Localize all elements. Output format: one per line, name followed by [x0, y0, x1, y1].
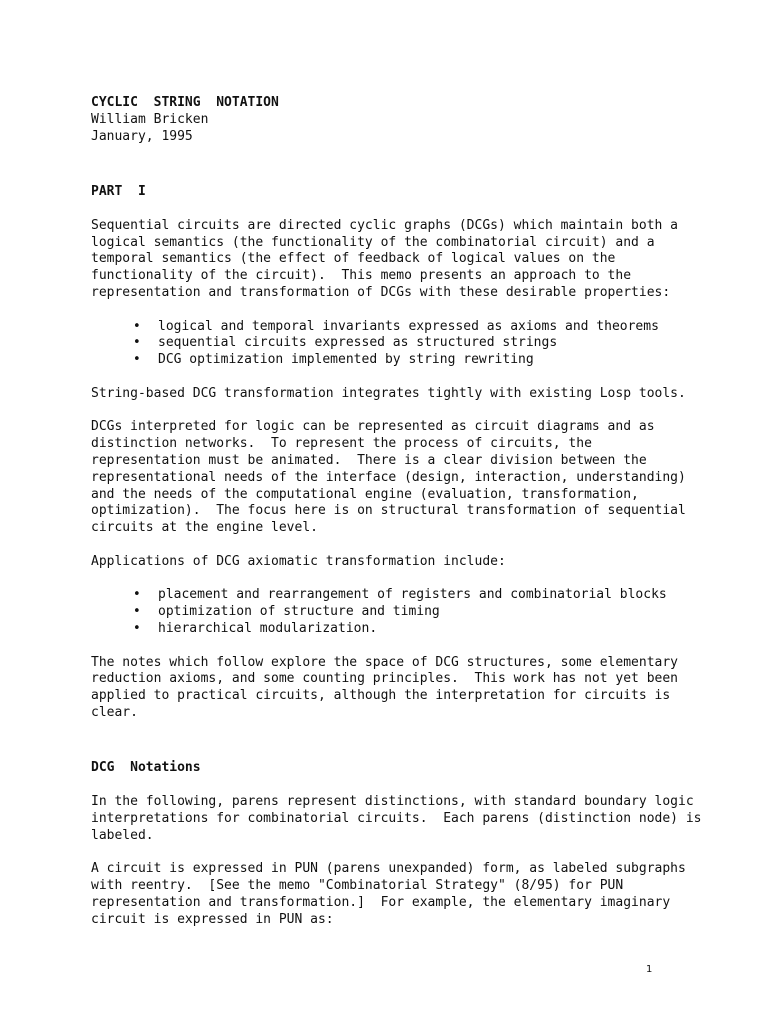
- paragraph-parens: [91, 794, 731, 844]
- bullet-list-properties: [91, 319, 731, 369]
- list-item-text: placement and rearrangement of registers and combinatorial blocks: [158, 587, 667, 603]
- section-heading-part1: PART I: [91, 184, 146, 200]
- bullet-icon: •: [133, 587, 141, 603]
- paragraph-line: functionality of the circuit). This memo presents an approach to the: [91, 268, 632, 284]
- paragraph-line: applied to practical circuits, although the interpretation for circuits is: [91, 688, 671, 704]
- list-item: [91, 352, 731, 369]
- paragraph-applications: [91, 554, 731, 571]
- paragraph-line: circuit is expressed in PUN as:: [91, 911, 334, 927]
- paragraph-interpretation: [91, 419, 731, 537]
- paragraph-line: temporal semantics (the effect of feedback of logical values on the: [91, 251, 616, 267]
- bullet-icon: •: [133, 318, 141, 334]
- paragraph-line: distinction networks. To represent the process of circuits, the: [91, 436, 592, 452]
- paragraph-line: with reentry. [See the memo "Combinatorial Strategy" (8/95) for PUN: [91, 878, 624, 894]
- bullet-list-applications: [91, 587, 731, 637]
- paragraph-line: Sequential circuits are directed cyclic graphs (DCGs) which maintain both a: [91, 217, 678, 233]
- paragraph-line: interpretations for combinatorial circuits. Each parens (distinction node) is: [91, 810, 702, 826]
- document-date: January, 1995: [91, 128, 193, 144]
- paragraph-line: logical semantics (the functionality of the combinatorial circuit) and a: [91, 234, 655, 250]
- list-item: [91, 587, 731, 604]
- list-item-text: sequential circuits expressed as structured strings: [158, 335, 558, 351]
- bullet-icon: •: [133, 352, 141, 368]
- list-item: [91, 621, 731, 638]
- paragraph-line: representation must be animated. There is a clear division between the: [91, 452, 647, 468]
- document-title: CYCLIC STRING NOTATION: [91, 95, 279, 110]
- paragraph-line: In the following, parens represent distinctions, with standard boundary logic: [91, 794, 694, 810]
- paragraph-line: reduction axioms, and some counting principles. This work has not yet been: [91, 671, 678, 687]
- paragraph-line: representation and transformation.] For example, the elementary imaginary: [91, 894, 671, 910]
- paragraph-line: The notes which follow explore the space of DCG structures, some elementary: [91, 654, 678, 670]
- author-name: William Bricken: [91, 111, 209, 127]
- paragraph-pun: [91, 861, 731, 928]
- paragraph-line: labeled.: [91, 827, 154, 843]
- paragraph-notes: [91, 655, 731, 722]
- paragraph-line: representational needs of the interface (design, interaction, understanding): [91, 469, 686, 485]
- list-item: [91, 604, 731, 621]
- list-item: [91, 335, 731, 352]
- paragraph-losp: [91, 386, 731, 403]
- bullet-icon: •: [133, 335, 141, 351]
- paragraph-line: representation and transformation of DCGs with these desirable properties:: [91, 284, 671, 300]
- list-item-text: hierarchical modularization.: [158, 620, 378, 636]
- bullet-icon: •: [133, 604, 141, 620]
- document-page: [91, 95, 731, 928]
- bullet-icon: •: [133, 620, 141, 636]
- paragraph-line: A circuit is expressed in PUN (parens unexpanded) form, as labeled subgraphs: [91, 861, 686, 877]
- paragraph-line: optimization). The focus here is on structural transformation of sequential: [91, 503, 686, 519]
- list-item-text: logical and temporal invariants expressed as axioms and theorems: [158, 318, 659, 334]
- paragraph-line: Applications of DCG axiomatic transformation include:: [91, 553, 506, 569]
- list-item: [91, 319, 731, 336]
- section-heading-dcg-notations: DCG Notations: [91, 760, 201, 776]
- paragraph-line: DCGs interpreted for logic can be represented as circuit diagrams and as: [91, 419, 655, 435]
- paragraph-line: circuits at the engine level.: [91, 520, 318, 536]
- page-number: 1: [646, 964, 653, 975]
- paragraph-line: clear.: [91, 704, 138, 720]
- paragraph-intro: [91, 218, 731, 302]
- paragraph-line: and the needs of the computational engine (evaluation, transformation,: [91, 486, 639, 502]
- paragraph-line: String-based DCG transformation integrates tightly with existing Losp tools.: [91, 385, 686, 401]
- list-item-text: optimization of structure and timing: [158, 604, 440, 620]
- list-item-text: DCG optimization implemented by string rewriting: [158, 352, 534, 368]
